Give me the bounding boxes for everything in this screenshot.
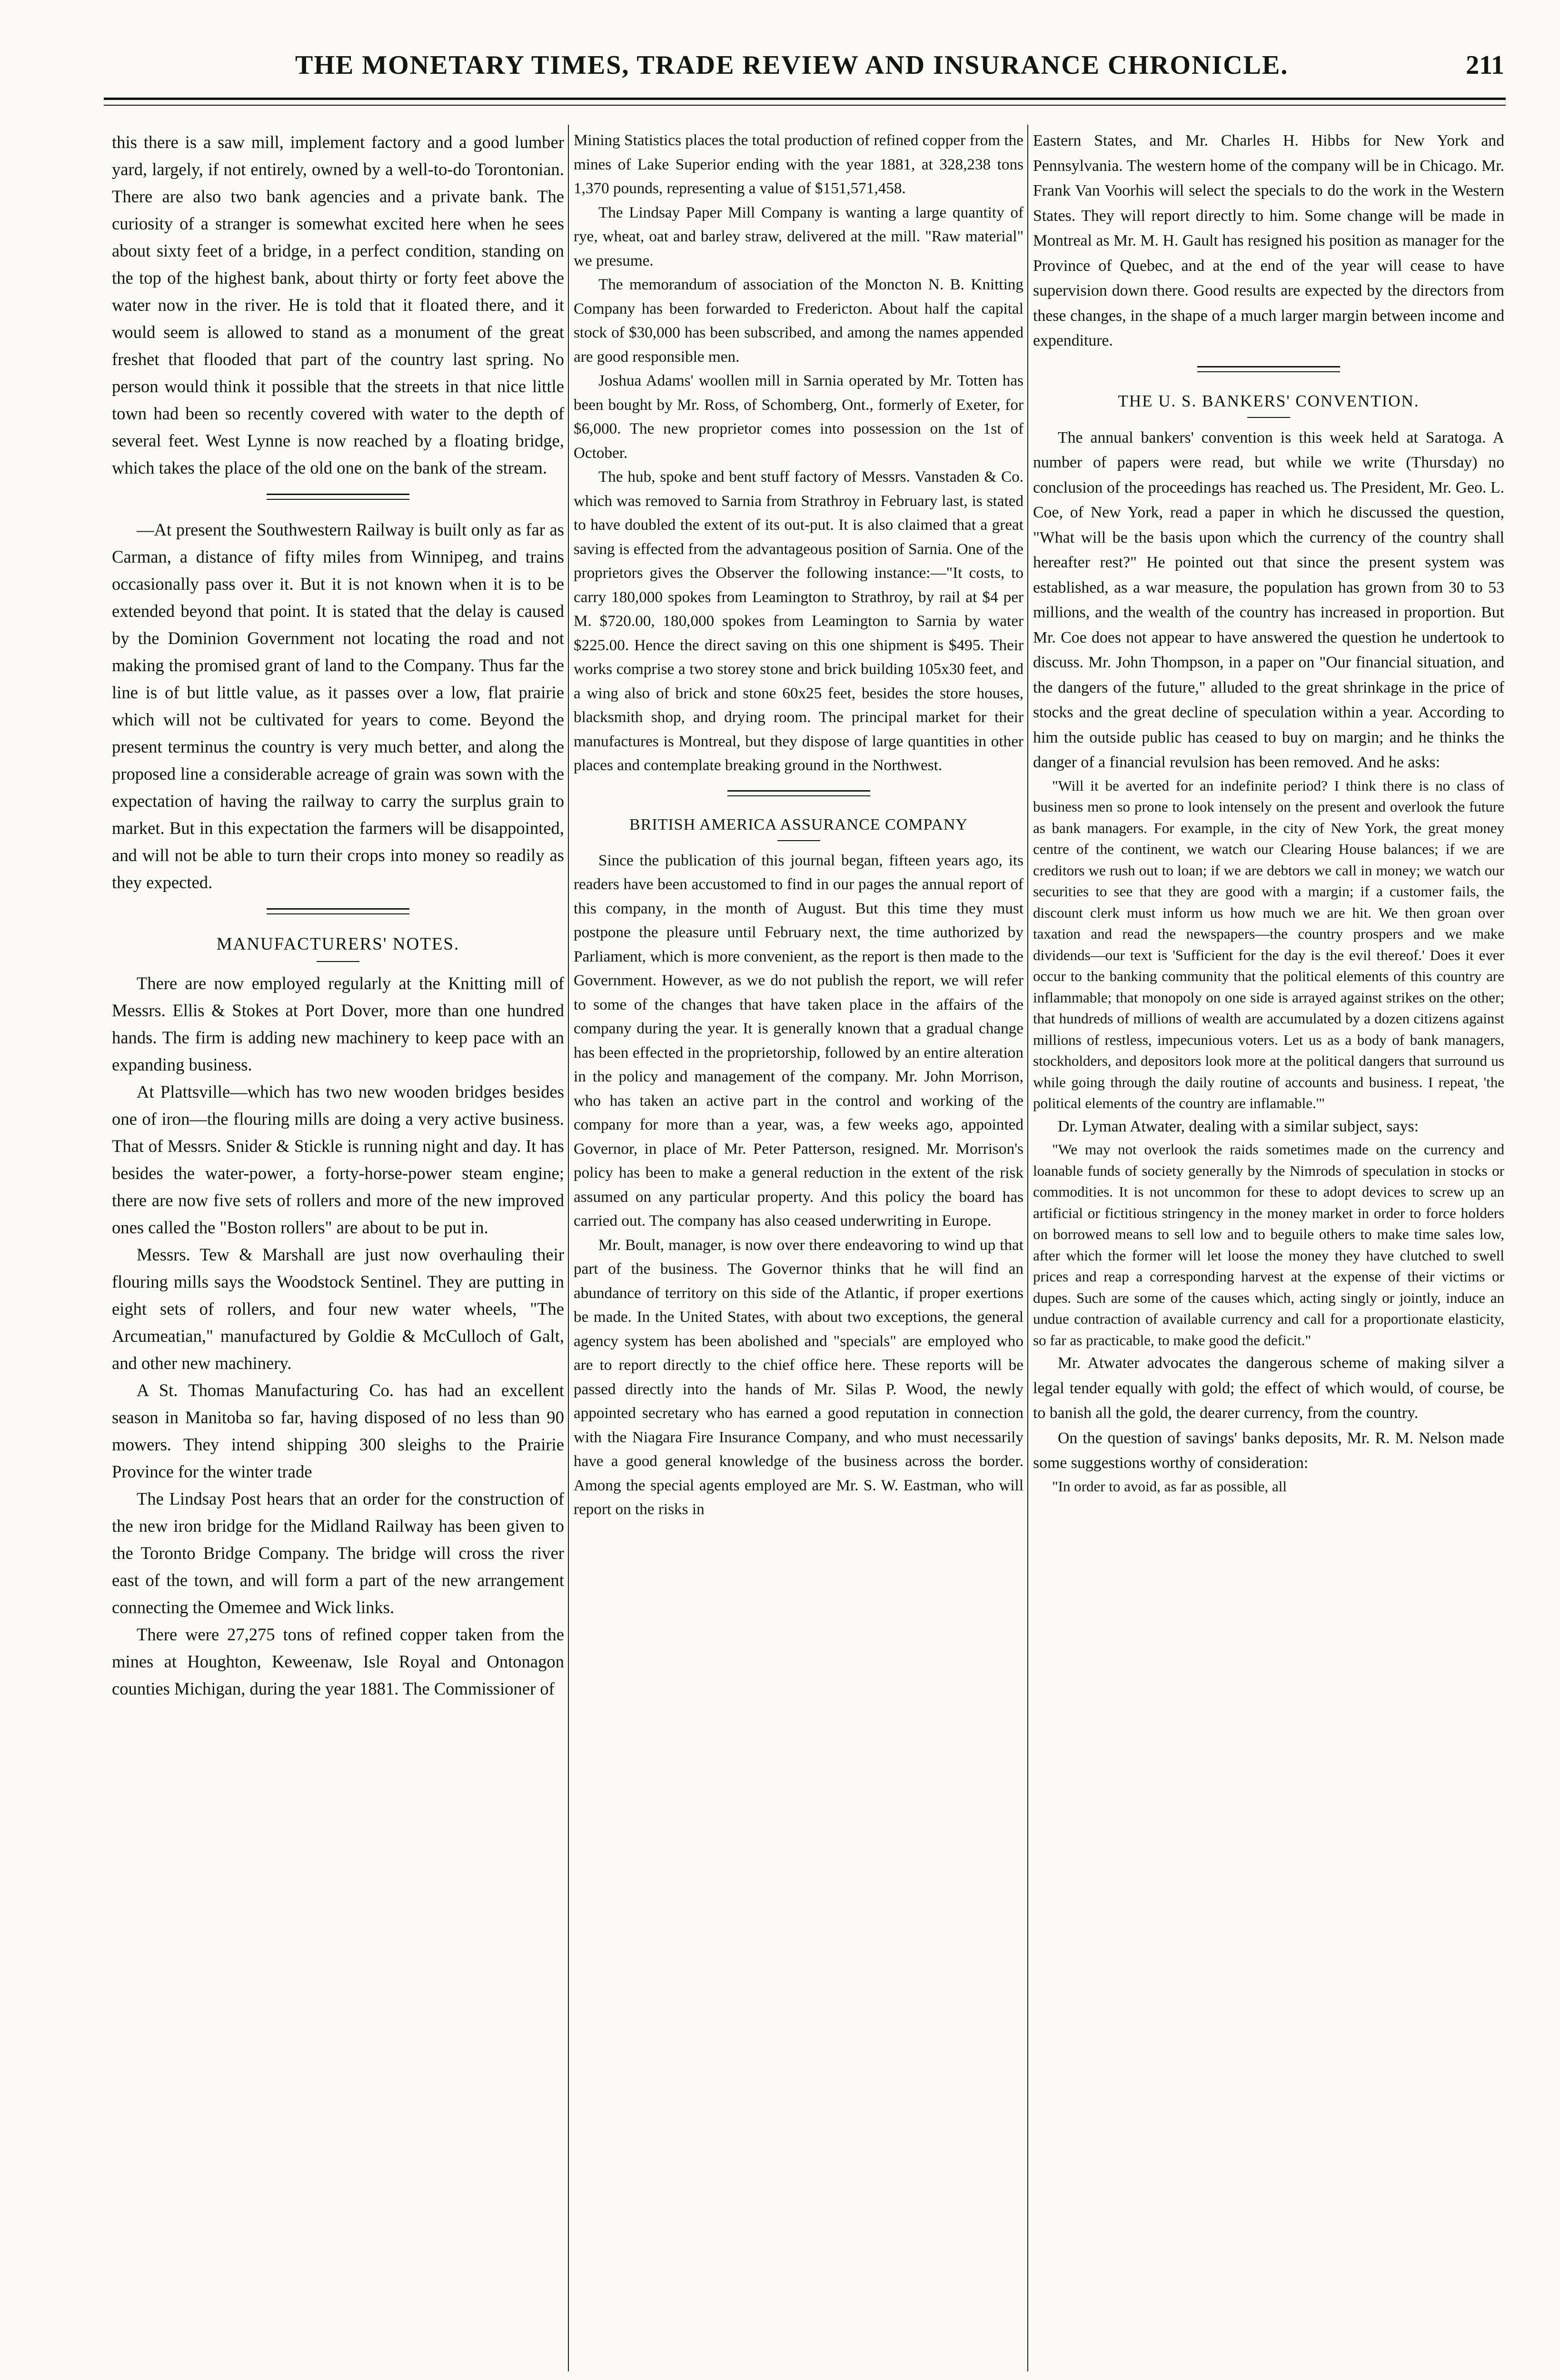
article-paragraph: Eastern States, and Mr. Charles H. Hibbs for New York and Pennsylvania. The western home of the company will be in Chicago. Mr. Frank Van Voorhis will select the specials to do the work in the Western States. They will report directly to him. Some change will be made in Montreal as Mr. M. H. Gault has resigned his position as manager for the Province of Quebec, and at the end of the year will cease to have supervision down there. Good results are expected by the directors from these changes, in the shape of a much larger margin between income and expenditure. bbox=[1033, 132, 1504, 349]
section-heading: BRITISH AMERICA ASSURANCE COMPANY bbox=[629, 815, 968, 833]
article-paragraph: The hub, spoke and bent stuff factory of Messrs. Vanstaden & Co. which was removed to Sarnia from Strathroy in February last, is stated to have doubled the extent of its out-put. It is also claimed that a great saving is effected from the advantageous position of Sarnia. One of the proprietors gives the Observer the following instance:—"It costs, to carry 180,000 spokes from Leamington to Strathroy, by rail at $4 per M. $720.00, 180,000 spokes from Leamington to Sarnia by water $225.00. Hence the direct saving on this one shipment is $495. Their works comprise a two storey stone and brick building 105x30 feet, and a wing also of brick and stone 60x25 feet, besides the store houses, blacksmith shop, and drying room. The principal market for their manufactures is Montreal, but they dispose of large quantities in other places and contemplate breaking ground in the Northwest. bbox=[574, 468, 1023, 774]
column-divider bbox=[568, 125, 569, 2371]
article-paragraph: Mining Statistics places the total production of refined copper from the mines of Lake Superior ending with the year 1881, at 328,238 tons 1,370 pounds, representing a value of $151,571,458. bbox=[574, 131, 1023, 197]
quoted-paragraph: "In order to avoid, as far as possible, all bbox=[1052, 1478, 1287, 1495]
article-paragraph: this there is a saw mill, implement factory and a good lumber yard, largely, if not entirely, owned by a well-to-do Torontonian. There are also two bank agencies and a private bank. The curiosity of a stranger is somewhat excited here when he sees about sixty feet of a bridge, in a perfect condition, standing on the top of the highest bank, about thirty or forty feet above the water now in the river. He is told that it floated there, and it would seem is allowed to stand as a monument of the great freshet that flooded that part of the country last spring. No person would think it possible that the streets in that nice little town had been so recently covered with water to the depth of several feet. West Lynne is now reached by a floating bridge, which takes the place of the old one on the bank of the stream. bbox=[112, 132, 564, 477]
heading-underline bbox=[777, 840, 820, 841]
column-1 bbox=[112, 129, 564, 2366]
article-paragraph: The Lindsay Post hears that an order for the construction of the new iron bridge for the Midland Railway has been given to the Toronto Bridge Company. The bridge will cross the river east of the town, and will form a part of the new arrangement connecting the Omemee and Wick links. bbox=[112, 1489, 564, 1617]
article-paragraph: The memorandum of association of the Moncton N. B. Knitting Company has been forwarded to Fredericton. About half the capital stock of $30,000 has been subscribed, and among the names appended are good responsible men. bbox=[574, 276, 1023, 366]
column-3 bbox=[1033, 129, 1504, 2366]
article-paragraph: The Lindsay Paper Mill Company is wanting a large quantity of rye, wheat, oat and barley straw, delivered at the mill. "Raw material" we presume. bbox=[574, 203, 1023, 269]
page-title: THE MONETARY TIMES, TRADE REVIEW AND INSURANCE CHRONICLE. bbox=[295, 50, 1289, 80]
section-separator bbox=[727, 790, 870, 796]
section-separator bbox=[267, 494, 409, 500]
section-separator bbox=[1197, 366, 1340, 372]
article-paragraph: Dr. Lyman Atwater, dealing with a similar subject, says: bbox=[1058, 1117, 1419, 1135]
column-divider bbox=[1027, 125, 1028, 2371]
column-2 bbox=[574, 129, 1023, 2366]
running-head bbox=[71, 50, 1504, 83]
page-number: 211 bbox=[1466, 50, 1504, 80]
quoted-paragraph: "We may not overlook the raids sometimes made on the currency and loanable funds of society generally by the Nimrods of speculation in stocks or commodities. It is not uncommon for these to adopt devices to screw up an artificial or fictitious stringency in the money market in order to force holders on borrowed means to sell low and to beguile others to make time sales low, after which the former will let loose the money they have clutched to swell prices and reap a corresponding harvest at the expense of their victims or dupes. Such are some of the causes which, acting singly or jointly, induce an undue contraction of available currency and call for a proportionate elasticity, so far as practicable, to make good the deficit." bbox=[1033, 1141, 1504, 1349]
article-paragraph: Since the publication of this journal began, fifteen years ago, its readers have been accustomed to find in our pages the annual report of this company, in the month of August. But this time they must postpone the pleasure until February next, the time authorized by Parliament, which is more convenient, as the report is then made to the Government. However, as we do not publish the report, we will refer to some of the changes that have taken place in the affairs of the company during the year. It is generally known that a gradual change has been effected in the proprietorship, followed by an entire alteration in the policy and management of the company. Mr. John Morrison, who has taken an active part in the control and working of the company for more than a year, was, a few weeks ago, appointed Governor, in place of Mr. Peter Patterson, resigned. Mr. Morrison's policy has been to make a general reduction in the extent of the risk assumed on any particular property. And this policy the board has carried out. The company has also ceased underwriting in Europe. bbox=[574, 851, 1023, 1230]
quoted-paragraph: "Will it be averted for an indefinite period? I think there is no class of business men so prone to look intensely on the present and overlook the future as bank managers. For example, in the city of New York, the great money centre of the continent, we watch our Clearing House balances; if we are creditors we rush out to loan; if we are debtors we call in money; we watch our securities to see that they are good with a margin; if a customer fails, the discount clerk must inform us how much we are hit. We then groan over taxation and read the newspapers—the country prospers and we make dividends—our text is 'Sufficient for the day is the evil thereof.' Does it ever occur to the banking community that the political elements of this country are inflammable; that monopoly on one side is arrayed against strikes on the other; that hundreds of millions of wealth are accumulated by a dozen citizens against millions of restless, impecunious voters. Let us as a body of bank managers, stockholders, and depositors look more at the political dangers that surround us while going through the daily routine of accounts and business. I repeat, 'the political elements of the country are inflamable.'" bbox=[1033, 777, 1504, 1111]
article-paragraph: Mr. Atwater advocates the dangerous scheme of making silver a legal tender equally with gold; the effect of which would, of course, be to banish all the gold, the dearer currency, from the country. bbox=[1033, 1354, 1504, 1422]
article-paragraph: Joshua Adams' woollen mill in Sarnia operated by Mr. Totten has been bought by Mr. Ross, of Schomberg, Ont., formerly of Exeter, for $6,000. The new proprietor comes into possession on the 1st of October. bbox=[574, 372, 1023, 462]
article-paragraph: Messrs. Tew & Marshall are just now overhauling their flouring mills says the Woodstock Sentinel. They are putting in eight sets of rollers, and four new water wheels, "The Arcumeatian," manufactured by Goldie & McCulloch of Galt, and other new machinery. bbox=[112, 1245, 564, 1373]
section-separator bbox=[267, 908, 409, 914]
article-paragraph: —At present the Southwestern Railway is built only as far as Carman, a distance of fifty miles from Winnipeg, and trains occasionally pass over it. But it is not known when it is to be extended beyond that point. It is stated that the delay is caused by the Dominion Government not locating the road and not making the promised grant of land to the Company. Thus far the line is of but little value, as it passes over a low, flat prairie which will not be cultivated for years to come. Beyond the present terminus the country is very much better, and along the proposed line a considerable acreage of grain was sown with the expectation of having the railway to carry the surplus grain to market. But in this expectation the farmers will be disappointed, and will not be able to turn their crops into money so readily as they expected. bbox=[112, 520, 564, 892]
section-heading: MANUFACTURERS' NOTES. bbox=[216, 934, 460, 954]
article-paragraph: A St. Thomas Manufacturing Co. has had an excellent season in Manitoba so far, having disposed of no less than 90 mowers. They intend shipping 300 sleighs to the Prairie Province for the winter trade bbox=[112, 1380, 564, 1481]
header-rule bbox=[104, 98, 1506, 106]
article-paragraph: There are now employed regularly at the Knitting mill of Messrs. Ellis & Stokes at Port Dover, more than one hundred hands. The firm is adding new machinery to keep pace with an expanding business. bbox=[112, 973, 564, 1074]
article-paragraph: Mr. Boult, manager, is now over there endeavoring to wind up that part of the business. The Governor thinks that he will find an abundance of territory on this side of the Atlantic, if proper exertions be made. In the United States, with about two exceptions, the general agency system has been abolished and "specials" are employed who are to report directly to the chief office here. These reports will be passed directly into the hands of Mr. Silas P. Wood, the newly appointed secretary who has earned a good reputation in connection with the Niagara Fire Insurance Company, and who must necessarily have a good general knowledge of the business across the border. Among the special agents employed are Mr. S. W. Eastman, who will report on the risks in bbox=[574, 1236, 1023, 1518]
heading-underline bbox=[317, 961, 359, 962]
section-heading: THE U. S. BANKERS' CONVENTION. bbox=[1118, 391, 1420, 410]
article-paragraph: There were 27,275 tons of refined copper taken from the mines at Houghton, Keweenaw, Isle Royal and Ontonagon counties Michigan, during the year 1881. The Commissioner of bbox=[112, 1625, 564, 1698]
article-paragraph: At Plattsville—which has two new wooden bridges besides one of iron—the flouring mills are doing a very active business. That of Messrs. Snider & Stickle is running night and day. It has besides the water-power, a forty-horse-power steam engine; there are now five sets of rollers and more of the new improved ones called the "Boston rollers" are about to be put in. bbox=[112, 1082, 564, 1237]
article-paragraph: On the question of savings' banks deposits, Mr. R. M. Nelson made some suggestions worthy of consideration: bbox=[1033, 1429, 1504, 1472]
article-paragraph: The annual bankers' convention is this week held at Saratoga. A number of papers were read, but while we write (Thursday) no conclusion of the proceedings has reached us. The President, Mr. Geo. L. Coe, of New York, read a paper in which he discussed the question, "What will be the basis upon which the currency of the country shall hereafter rest?" He pointed out that since the present system was established, as a war measure, the population has grown from 30 to 53 millions, and the wealth of the country has increased in proportion. But Mr. Coe does not appear to have answered the question he undertook to discuss. Mr. John Thompson, in a paper on "Our financial situation, and the dangers of the future," alluded to the great shrinkage in the price of stocks and the great decline of speculation within a year. According to him the outside public has ceased to buy on margin; and he thinks the danger of a financial revulsion has been removed. And he asks: bbox=[1033, 428, 1504, 771]
heading-underline bbox=[1247, 417, 1290, 418]
